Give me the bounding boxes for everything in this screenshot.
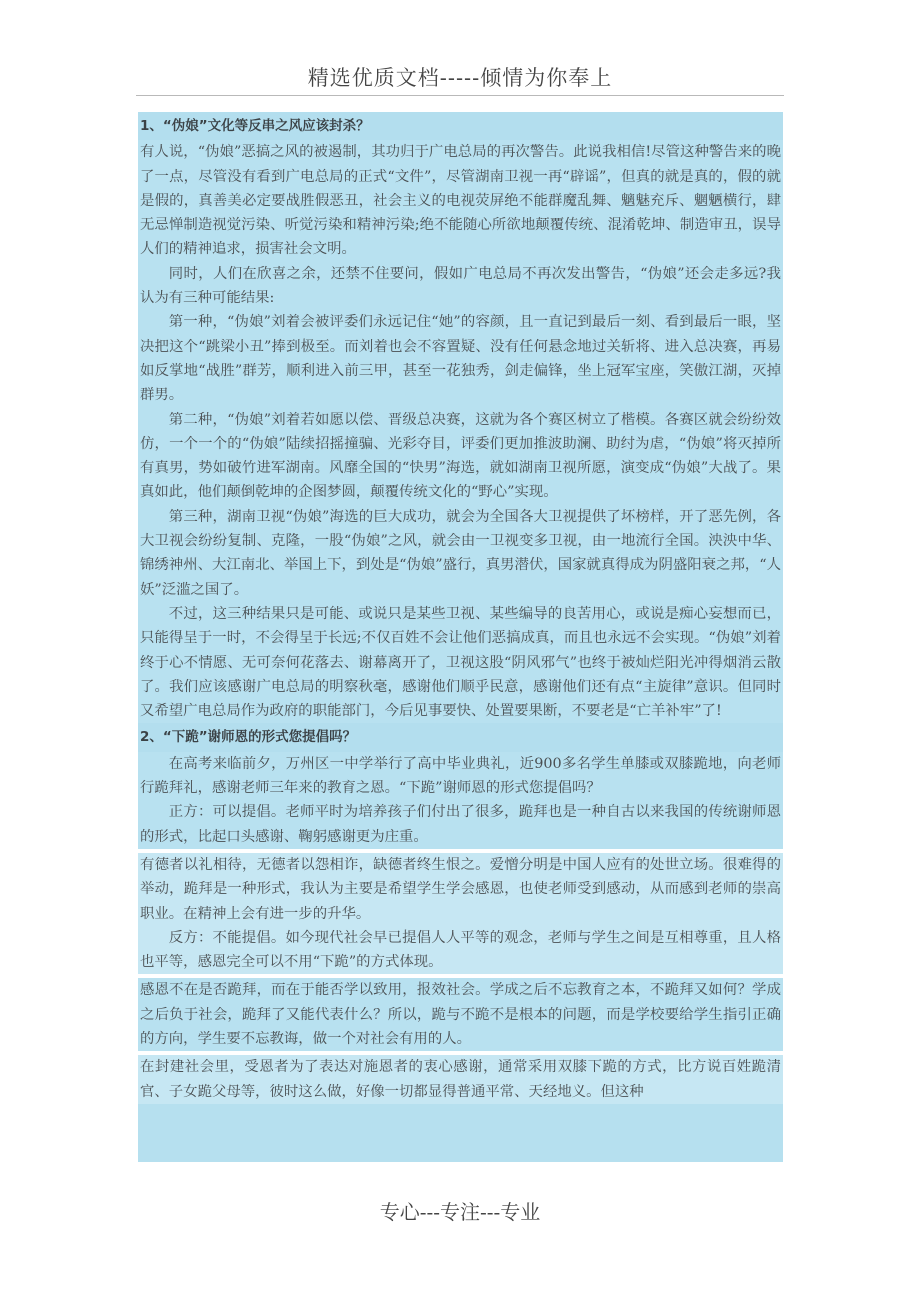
paragraph: 第一种，“伪娘”刘着会被评委们永远记住“她”的容颜，且一直记到最后一刻、看到最后一眼，坚决把这个“跳梁小丑”捧到极至。而刘着也会不容置疑、没有任何悬念地过关斩将、进入总决赛，再易如反掌地“战胜”群芳，顺利进入前三甲，甚至一花独秀，剑走偏锋，坐上冠军宝座，笑傲江湖，灭掉群男。 xyxy=(140,314,781,404)
paragraph: 正方：可以提倡。老师平时为培养孩子们付出了很多，跪拜也是一种自古以来我国的传统谢师恩的形式，比起口头感谢、鞠躬感谢更为庄重。 xyxy=(140,804,781,845)
section-1-block-a xyxy=(138,140,783,723)
paragraph: 第二种，“伪娘”刘着若如愿以偿、晋级总决赛，这就为各个赛区树立了楷模。各赛区就会纷纷效仿，一个一个的“伪娘”陆续招摇撞骗、光彩夺目，评委们更加推波助澜、助纣为虐，“伪娘”将灭掉所有真男，势如破竹进军湖南。风靡全国的“快男”海选，就如湖南卫视所愿，演变成“伪娘”大战了。果真如此，他们颠倒乾坤的企图梦圆，颠覆传统文化的“野心”实现。 xyxy=(140,411,781,501)
document-body xyxy=(138,112,783,1162)
paragraph: 有人说，“伪娘”恶搞之风的被遏制，其功归于广电总局的再次警告。此说我相信!尽管这种警告来的晚了一点，尽管没有看到广电总局的正式“文件”，尽管湖南卫视一再“辟谣”，但真的就是真的，假的就是假的，真善美必定要战胜假恶丑，社会主义的电视荧屏绝不能群魔乱舞、魑魅充斥、魍魉横行，肆无忌惮制造视觉污染、听觉污染和精神污染;绝不能随心所欲地颠覆传统、混淆乾坤、制造审丑，误导人们的精神追求，损害社会文明。 xyxy=(140,144,781,258)
section-heading-2: 2、“下跪”谢师恩的形式您提倡吗？ xyxy=(138,723,783,751)
paragraph: 有德者以礼相待，无德者以怨相诈，缺德者终生恨之。爱憎分明是中国人应有的处世立场。很难得的举动，跪拜是一种形式，我认为主要是希望学生学会感恩，也使老师受到感动，从而感到老师的崇高职业。在精神上会有进一步的升华。 xyxy=(140,856,781,922)
header-divider xyxy=(136,95,784,96)
paragraph: 不过，这三种结果只是可能、或说只是某些卫视、某些编导的良苦用心，或说是痴心妄想而已，只能得呈于一时，不会得呈于长远;不仅百姓不会让他们恶搞成真，而且也永远不会实现。“伪娘”刘着终于心不情愿、无可奈何花落去、谢幕离开了，卫视这股“阴风邪气”也终于被灿烂阳光冲得烟消云散了。我们应该感谢广电总局的明察秋毫，感谢他们顺乎民意，感谢他们还有点“主旋律”意识。但同时又希望广电总局作为政府的职能部门，今后见事要快、处置要果断，不要老是“亡羊补牢”了! xyxy=(140,605,781,720)
paragraph: 感恩不在是否跪拜，而在于能否学以致用，报效社会。学成之后不忘教育之本，不跪拜又如何？学成之后负于社会，跪拜了又能代表什么？所以，跪与不跪不是根本的问题，而是学校要给学生指引正确的方向，学生要不忘教诲，做一个对社会有用的人。 xyxy=(140,982,781,1047)
section-2-block-b xyxy=(138,853,783,974)
paragraph: 在高考来临前夕，万州区一中学举行了高中毕业典礼，近900多名学生单膝或双膝跪地，向老师行跪拜礼，感谢老师三年来的教育之恩。“下跪”谢师恩的形式您提倡吗？ xyxy=(140,755,781,797)
section-2-block-c xyxy=(138,978,783,1051)
section-2-block-d xyxy=(138,1055,783,1104)
section-2-block-a xyxy=(138,752,783,849)
paragraph: 反方：不能提倡。如今现代社会早已提倡人人平等的观念，老师与学生之间是互相尊重，且人格也平等，感恩完全可以不用“下跪”的方式体现。 xyxy=(140,929,781,971)
paragraph: 同时，人们在欣喜之余，还禁不住要问，假如广电总局不再次发出警告，“伪娘”还会走多远?我认为有三种可能结果: xyxy=(140,265,781,307)
paragraph: 在封建社会里，受恩者为了表达对施恩者的衷心感谢，通常采用双膝下跪的方式，比方说百姓跪清官、子女跪父母等，彼时这么做，好像一切都显得普通平常、天经地义。但这种 xyxy=(140,1059,781,1100)
section-heading-1: 1、“伪娘”文化等反串之风应该封杀？ xyxy=(138,112,783,140)
paragraph: 第三种，湖南卫视“伪娘”海选的巨大成功，就会为全国各大卫视提供了坏榜样，开了恶先例，各大卫视会纷纷复制、克隆，一股“伪娘”之风，就会由一卫视变多卫视，由一地流行全国。泱泱中华、锦绣神州、大江南北、举国上下，到处是“伪娘”盛行，真男潜伏，国家就真得成为阴盛阳衰之邦，“人妖”泛滥之国了。 xyxy=(140,508,781,598)
page-footer: 专心---专注---专业 xyxy=(379,1200,541,1224)
page-header: 精选优质文档-----倾情为你奉上 xyxy=(307,66,613,90)
